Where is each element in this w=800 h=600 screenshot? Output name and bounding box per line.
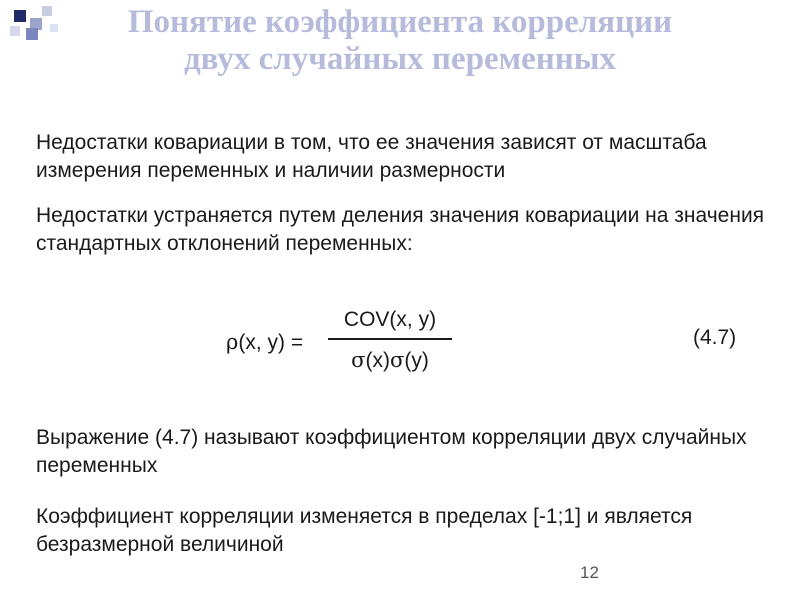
page-number: 12 (580, 563, 599, 582)
correlation-formula (226, 304, 456, 384)
decor-square (26, 28, 38, 40)
decor-square (10, 26, 20, 36)
formula-denominator (328, 344, 452, 376)
fraction-bar (328, 338, 452, 340)
denominator-arg-x: (x) (365, 349, 390, 372)
formula-fraction (328, 304, 452, 376)
paragraph-correlation-range: Коэффициент корреляции изменяется в пределах [-1;1] и является безразмерной величиной (36, 505, 693, 556)
rho-symbol: ρ (226, 330, 239, 354)
equation-number: (4.7) (693, 326, 737, 349)
paragraph-correlation-definition: Выражение (4.7) называют коэффициентом корреляции двух случайных переменных (36, 426, 747, 477)
formula-lhs-args: (x, y) = (238, 331, 304, 354)
slide-title-line1: Понятие коэффициента корреляции (127, 4, 673, 40)
decor-square (14, 10, 26, 22)
slide-title (40, 4, 760, 78)
slide-title-line2: двух случайных переменных (183, 41, 617, 77)
paragraph-drawbacks-fix: Недостатки устраняется путем деления значения ковариации на значения стандартных отклонений переменных: (36, 204, 765, 255)
formula-lhs (226, 330, 303, 355)
sigma-symbol: σ (390, 348, 405, 372)
formula-numerator: COV(x, y) (343, 308, 437, 331)
sigma-symbol: σ (351, 348, 366, 372)
denominator-arg-y: (y) (404, 349, 429, 372)
paragraph-covariance-drawbacks: Недостатки ковариации в том, что ее значения зависят от масштаба измерения переменных и наличии размерности (36, 131, 707, 182)
